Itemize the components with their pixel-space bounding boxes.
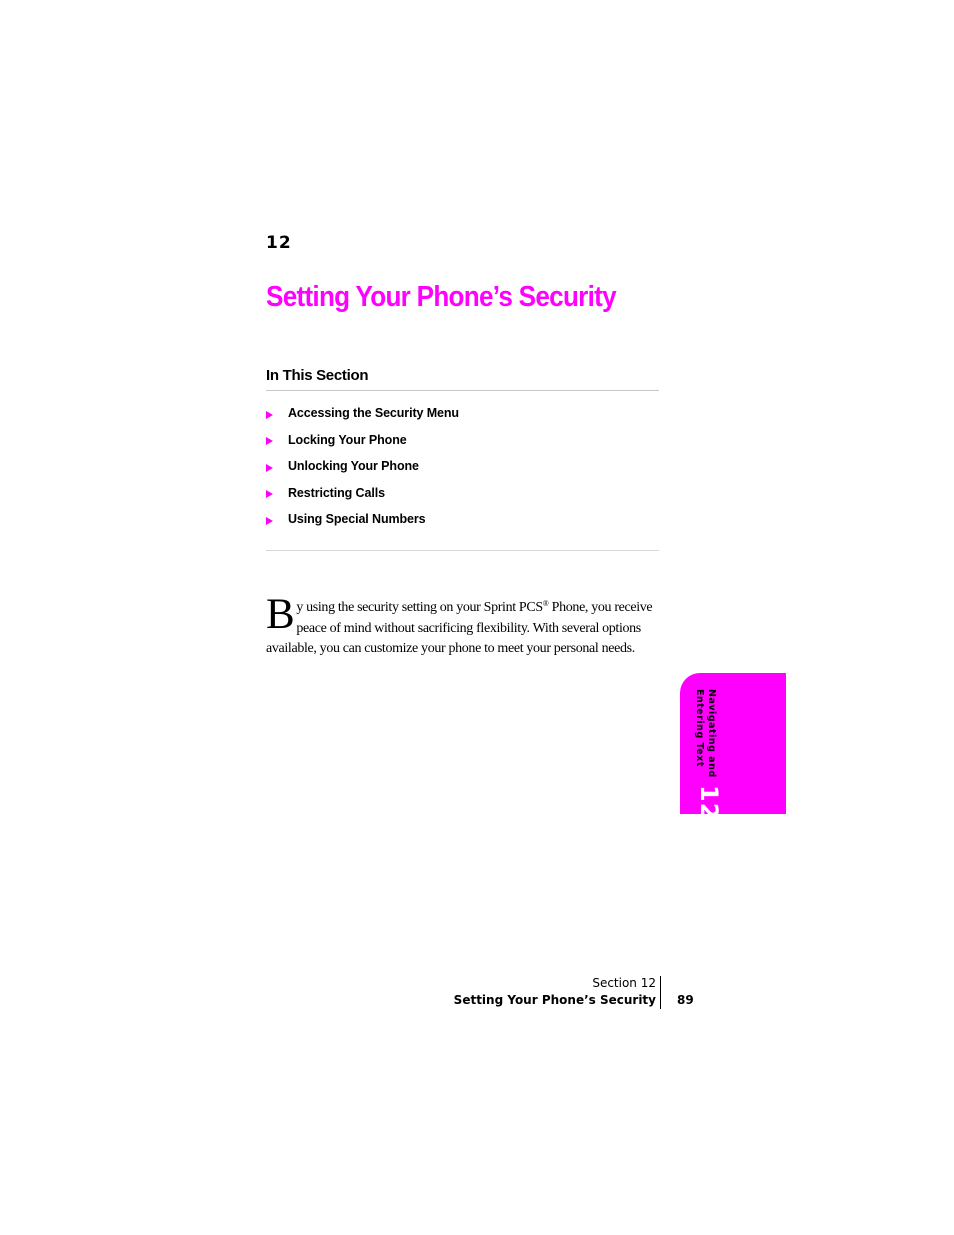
footer-section-label: Section 12 [592,976,656,990]
intro-text-start: y using the security setting on your Sprint PCS [296,600,543,615]
toc-item-label: Locking Your Phone [288,432,407,447]
in-this-section-heading: In This Section [266,367,659,391]
page-number: 89 [677,993,694,1007]
toc-item-label: Restricting Calls [288,485,385,500]
intro-text-end: Phone, you receive peace of mind without sacrificing flexibility. With several options available, you can customize your phone to meet your personal needs. [266,600,653,656]
toc-item-locking-phone[interactable] [266,427,659,454]
drop-cap: B [266,591,295,638]
triangle-bullet-icon [266,464,273,472]
registered-mark: ® [542,599,549,608]
triangle-bullet-icon [266,490,273,498]
chapter-number: 12 [266,233,292,253]
side-tab-label [693,689,717,778]
footer-divider [660,976,661,1009]
toc-item-accessing-security-menu[interactable] [266,400,659,427]
toc-item-using-special-numbers[interactable] [266,506,659,533]
triangle-bullet-icon [266,517,273,525]
footer-section-title: Setting Your Phone’s Security [453,993,656,1007]
toc-item-label: Accessing the Security Menu [288,406,459,421]
side-tab-label-line1: Navigating and [706,689,717,778]
triangle-bullet-icon [266,437,273,445]
section-contents-list [266,400,659,533]
toc-item-label: Using Special Numbers [288,512,426,527]
section-divider [266,550,659,551]
chapter-title: Setting Your Phone’s Security [266,281,616,313]
toc-item-restricting-calls[interactable] [266,480,659,507]
side-tab-label-line2: Entering Text [694,689,705,767]
intro-paragraph [266,591,656,660]
side-tab-number: 12 [695,785,723,821]
toc-item-label: Unlocking Your Phone [288,459,419,474]
triangle-bullet-icon [266,411,273,419]
toc-item-unlocking-phone[interactable] [266,453,659,480]
